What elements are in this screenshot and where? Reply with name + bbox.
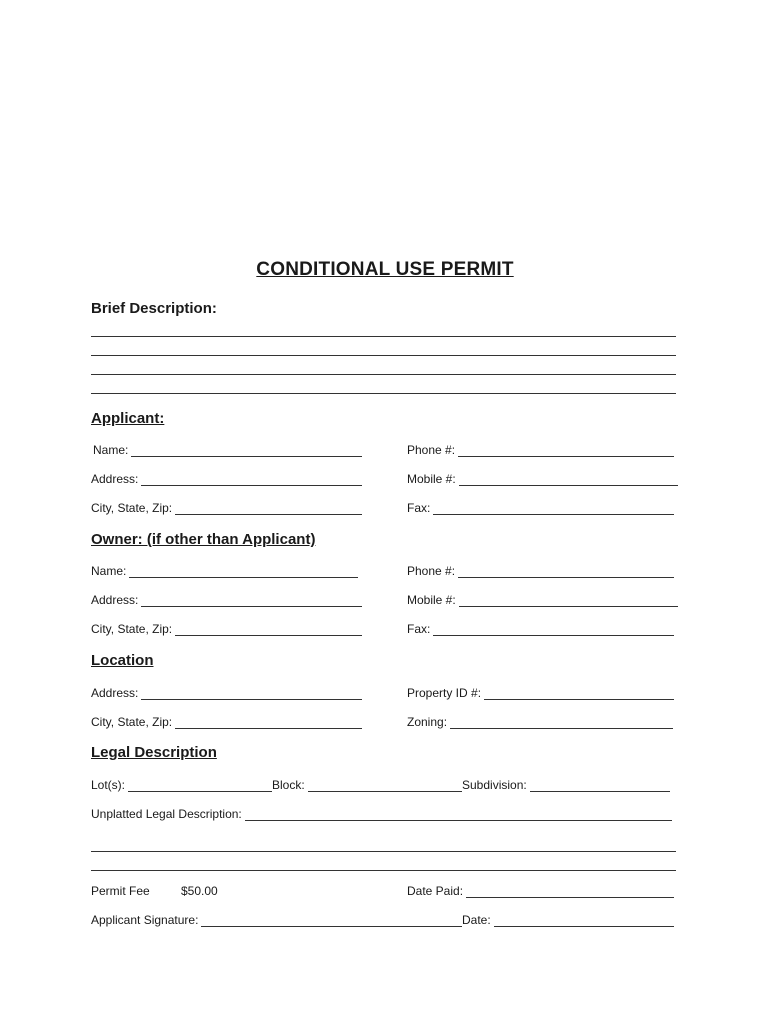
- applicant-mobile-field[interactable]: [407, 472, 678, 486]
- owner-city-label: City, State, Zip:: [91, 622, 173, 636]
- owner-city-field[interactable]: [91, 622, 362, 636]
- applicant-phone-label: Phone #:: [407, 443, 456, 457]
- owner-fax-label: Fax:: [407, 622, 431, 636]
- applicant-name-field[interactable]: [93, 443, 362, 457]
- property-id-label: Property ID #:: [407, 686, 482, 700]
- owner-address-field[interactable]: [91, 593, 362, 607]
- applicant-name-label: Name:: [93, 443, 129, 457]
- owner-mobile-label: Mobile #:: [407, 593, 456, 607]
- unplatted-input[interactable]: [245, 809, 672, 821]
- applicant-phone-field[interactable]: [407, 443, 674, 457]
- lots-field[interactable]: [91, 778, 272, 792]
- applicant-mobile-label: Mobile #:: [407, 472, 456, 486]
- zoning-input[interactable]: [450, 717, 673, 729]
- block-input[interactable]: [308, 780, 462, 792]
- owner-phone-input[interactable]: [458, 566, 674, 578]
- subdivision-field[interactable]: [462, 778, 670, 792]
- applicant-city-input[interactable]: [175, 503, 362, 515]
- location-heading: Location: [91, 652, 154, 669]
- signature-label: Applicant Signature:: [91, 913, 199, 927]
- brief-description-line-3[interactable]: [91, 374, 676, 375]
- location-city-label: City, State, Zip:: [91, 715, 173, 729]
- legal-description-heading: Legal Description: [91, 744, 217, 761]
- block-field[interactable]: [272, 778, 462, 792]
- block-label: Block:: [272, 778, 305, 792]
- subdivision-input[interactable]: [530, 780, 670, 792]
- owner-city-input[interactable]: [175, 624, 362, 636]
- applicant-heading: Applicant:: [91, 410, 165, 427]
- location-address-input[interactable]: [141, 688, 362, 700]
- owner-phone-field[interactable]: [407, 564, 674, 578]
- date-paid-input[interactable]: [466, 886, 674, 898]
- location-city-input[interactable]: [175, 717, 362, 729]
- date-paid-field[interactable]: [407, 884, 674, 898]
- owner-fax-field[interactable]: [407, 622, 674, 636]
- unplatted-field[interactable]: [91, 807, 672, 821]
- location-address-field[interactable]: [91, 686, 362, 700]
- brief-description-heading: Brief Description:: [91, 300, 217, 317]
- brief-description-line-2[interactable]: [91, 355, 676, 356]
- form-title: CONDITIONAL USE PERMIT: [256, 259, 514, 280]
- applicant-fax-field[interactable]: [407, 501, 674, 515]
- owner-name-input[interactable]: [129, 566, 358, 578]
- owner-name-label: Name:: [91, 564, 127, 578]
- owner-mobile-input[interactable]: [459, 595, 678, 607]
- applicant-fax-label: Fax:: [407, 501, 431, 515]
- applicant-city-label: City, State, Zip:: [91, 501, 173, 515]
- signature-date-label: Date:: [462, 913, 491, 927]
- signature-input[interactable]: [201, 915, 462, 927]
- unplatted-line-2[interactable]: [91, 870, 676, 871]
- unplatted-line-1[interactable]: [91, 851, 676, 852]
- applicant-mobile-input[interactable]: [459, 474, 678, 486]
- applicant-address-input[interactable]: [141, 474, 362, 486]
- unplatted-label: Unplatted Legal Description:: [91, 807, 242, 821]
- owner-address-label: Address:: [91, 593, 139, 607]
- applicant-address-label: Address:: [91, 472, 139, 486]
- owner-name-field[interactable]: [91, 564, 358, 578]
- lots-label: Lot(s):: [91, 778, 126, 792]
- zoning-field[interactable]: [407, 715, 673, 729]
- applicant-phone-input[interactable]: [458, 445, 674, 457]
- owner-heading: Owner: (if other than Applicant): [91, 531, 316, 548]
- property-id-input[interactable]: [484, 688, 674, 700]
- signature-date-input[interactable]: [494, 915, 674, 927]
- subdivision-label: Subdivision:: [462, 778, 527, 792]
- permit-fee-value: $50.00: [181, 884, 218, 898]
- property-id-field[interactable]: [407, 686, 674, 700]
- owner-address-input[interactable]: [141, 595, 362, 607]
- permit-fee-label: Permit Fee: [91, 884, 150, 898]
- signature-date-field[interactable]: [462, 913, 674, 927]
- location-address-label: Address:: [91, 686, 139, 700]
- applicant-address-field[interactable]: [91, 472, 362, 486]
- applicant-fax-input[interactable]: [433, 503, 674, 515]
- applicant-name-input[interactable]: [131, 445, 362, 457]
- applicant-city-field[interactable]: [91, 501, 362, 515]
- lots-input[interactable]: [128, 780, 272, 792]
- owner-phone-label: Phone #:: [407, 564, 456, 578]
- owner-mobile-field[interactable]: [407, 593, 678, 607]
- signature-field[interactable]: [91, 913, 462, 927]
- brief-description-line-1[interactable]: [91, 336, 676, 337]
- brief-description-line-4[interactable]: [91, 393, 676, 394]
- owner-fax-input[interactable]: [433, 624, 674, 636]
- zoning-label: Zoning:: [407, 715, 448, 729]
- location-city-field[interactable]: [91, 715, 362, 729]
- date-paid-label: Date Paid:: [407, 884, 464, 898]
